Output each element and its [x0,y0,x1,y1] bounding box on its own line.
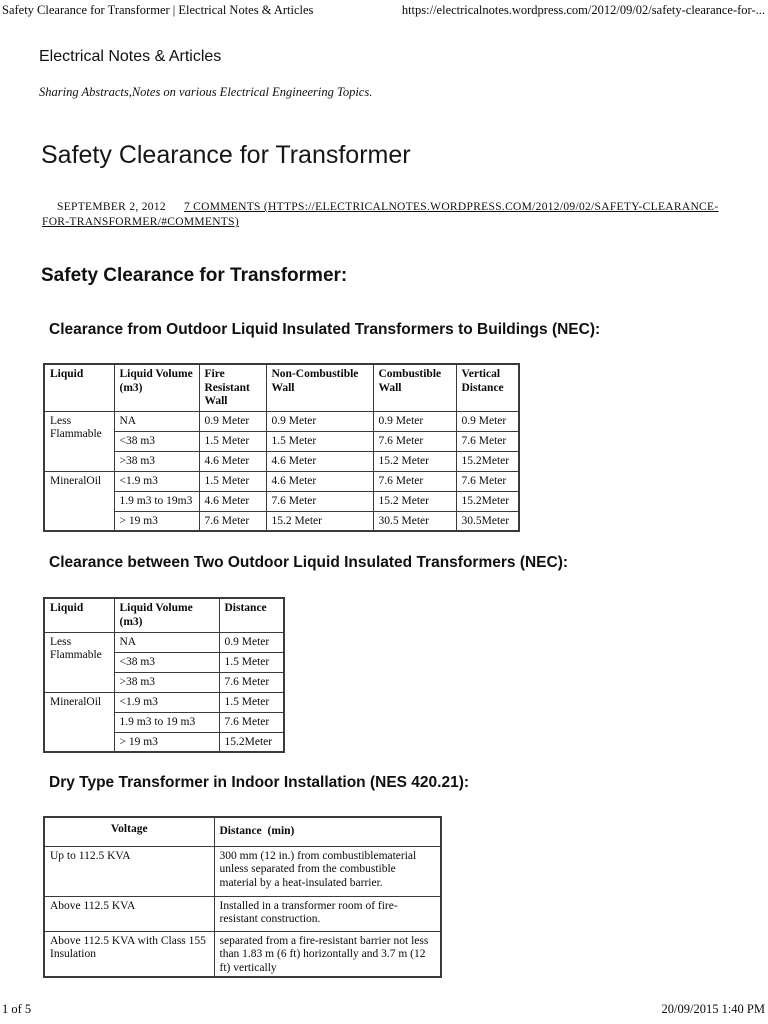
table-cell: 1.5 Meter [219,692,284,712]
table-cell: 7.6 Meter [456,471,519,491]
table-cell: 15.2 Meter [266,511,373,531]
meta-line-1 [42,200,732,215]
table-cell: <38 m3 [114,652,219,672]
table-row [44,632,284,652]
table-cell: 4.6 Meter [199,491,266,511]
table-cell: 30.5Meter [456,511,519,531]
table-cell: > 19 m3 [114,511,199,531]
page-url: https://electricalnotes.wordpress.com/2012/09/02/safety-clearance-for-... [401,3,765,17]
column-header: Vertical Distance [456,364,519,411]
table-cell: 30.5 Meter [373,511,456,531]
table-cell: 1.9 m3 to 19 m3 [114,712,219,732]
table-header-row [44,598,284,632]
table-cell: 15.2Meter [456,451,519,471]
table-cell: 0.9 Meter [219,632,284,652]
comments-link-continued[interactable]: FOR-TRANSFORMER/#COMMENTS) [42,216,239,228]
row-group-cell: Less Flammable [44,632,114,692]
table-cell: 7.6 Meter [199,511,266,531]
row-group-cell: MineralOil [44,471,114,531]
section-heading-dry-type-indoor: Dry Type Transformer in Indoor Installation (NES 420.21): [49,774,470,791]
table-cell: Installed in a transformer room of fire-resistant construction. [214,896,441,931]
table-cell: 1.5 Meter [199,431,266,451]
table-cell: <38 m3 [114,431,199,451]
print-timestamp: 20/09/2015 1:40 PM [661,1002,765,1016]
comments-link[interactable]: 7 COMMENTS (HTTPS://ELECTRICALNOTES.WORDPRESS.COM/2012/09/02/SAFETY-CLEARANCE- [183,201,719,213]
table-row [44,471,519,491]
table-row [44,411,519,431]
column-header: Liquid Volume (m3) [114,598,219,632]
table-row [44,896,441,931]
table-row [44,931,441,977]
table-cell: 15.2 Meter [373,451,456,471]
publish-date: SEPTEMBER 2, 2012 [57,201,166,213]
table-cell: Above 112.5 KVA with Class 155 Insulation [44,931,214,977]
page-number: 1 of 5 [2,1002,32,1016]
column-header: Distance (min) [214,817,441,846]
table-cell: 7.6 Meter [219,672,284,692]
table-row [44,431,519,451]
table-cell: 0.9 Meter [199,411,266,431]
table-cell: 7.6 Meter [373,471,456,491]
table-cell: 1.9 m3 to 19m3 [114,491,199,511]
buildings-clearance-table [43,363,520,532]
table-row [44,846,441,896]
table-cell: 15.2 Meter [373,491,456,511]
table-cell: Above 112.5 KVA [44,896,214,931]
table-header-row [44,817,441,846]
table-cell: >38 m3 [114,451,199,471]
table-cell: 4.6 Meter [199,451,266,471]
column-header: Non-Combustible Wall [266,364,373,411]
table-header-row [44,364,519,411]
table-cell: 7.6 Meter [266,491,373,511]
table-row [44,511,519,531]
table-cell: > 19 m3 [114,732,219,752]
table-cell: 15.2Meter [456,491,519,511]
table-row [44,451,519,471]
table-cell: <1.9 m3 [114,692,219,712]
row-group-cell: MineralOil [44,692,114,752]
column-header: Voltage [44,817,214,846]
table-cell: NA [114,632,219,652]
table-row [44,692,284,712]
table-row [44,491,519,511]
document-title: Safety Clearance for Transformer | Electrical Notes & Articles [2,3,314,17]
table-cell: <1.9 m3 [114,471,199,491]
column-header: Liquid [44,364,114,411]
table-cell: 1.5 Meter [219,652,284,672]
table-cell: 1.5 Meter [266,431,373,451]
table-cell: NA [114,411,199,431]
column-header: Combustible Wall [373,364,456,411]
print-footer [2,1002,765,1016]
site-title: Electrical Notes & Articles [39,48,222,65]
print-header [2,3,765,17]
row-group-cell: Less Flammable [44,411,114,471]
article-title: Safety Clearance for Transformer [41,141,411,169]
table-cell: separated from a fire-resistant barrier not less than 1.83 m (6 ft) horizontally and 3.7 m (12 ft) vertically [214,931,441,977]
column-header: Fire Resistant Wall [199,364,266,411]
two-transformers-clearance-table [43,597,285,753]
table-cell: 15.2Meter [219,732,284,752]
site-tagline: Sharing Abstracts,Notes on various Electrical Engineering Topics. [39,85,373,99]
table-cell: 0.9 Meter [266,411,373,431]
section-heading-two-transformers-clearance: Clearance between Two Outdoor Liquid Insulated Transformers (NEC): [49,554,569,571]
column-header: Distance [219,598,284,632]
article-heading: Safety Clearance for Transformer: [41,265,348,286]
table-cell: 4.6 Meter [266,451,373,471]
table-cell: 0.9 Meter [456,411,519,431]
meta-line-2 [42,215,732,230]
section-heading-buildings-clearance: Clearance from Outdoor Liquid Insulated Transformers to Buildings (NEC): [49,321,601,338]
table-cell: 7.6 Meter [219,712,284,732]
table-cell: Up to 112.5 KVA [44,846,214,896]
dry-type-indoor-table [43,816,442,978]
table-cell: 7.6 Meter [373,431,456,451]
table-cell: 0.9 Meter [373,411,456,431]
table-cell: >38 m3 [114,672,219,692]
article-meta [42,200,732,230]
column-header: Liquid [44,598,114,632]
column-header: Liquid Volume (m3) [114,364,199,411]
table-cell: 4.6 Meter [266,471,373,491]
table-cell: 7.6 Meter [456,431,519,451]
table-cell: 1.5 Meter [199,471,266,491]
table-cell: 300 mm (12 in.) from combustiblematerial unless separated from the combustible material by a heat-insulated barrier. [214,846,441,896]
